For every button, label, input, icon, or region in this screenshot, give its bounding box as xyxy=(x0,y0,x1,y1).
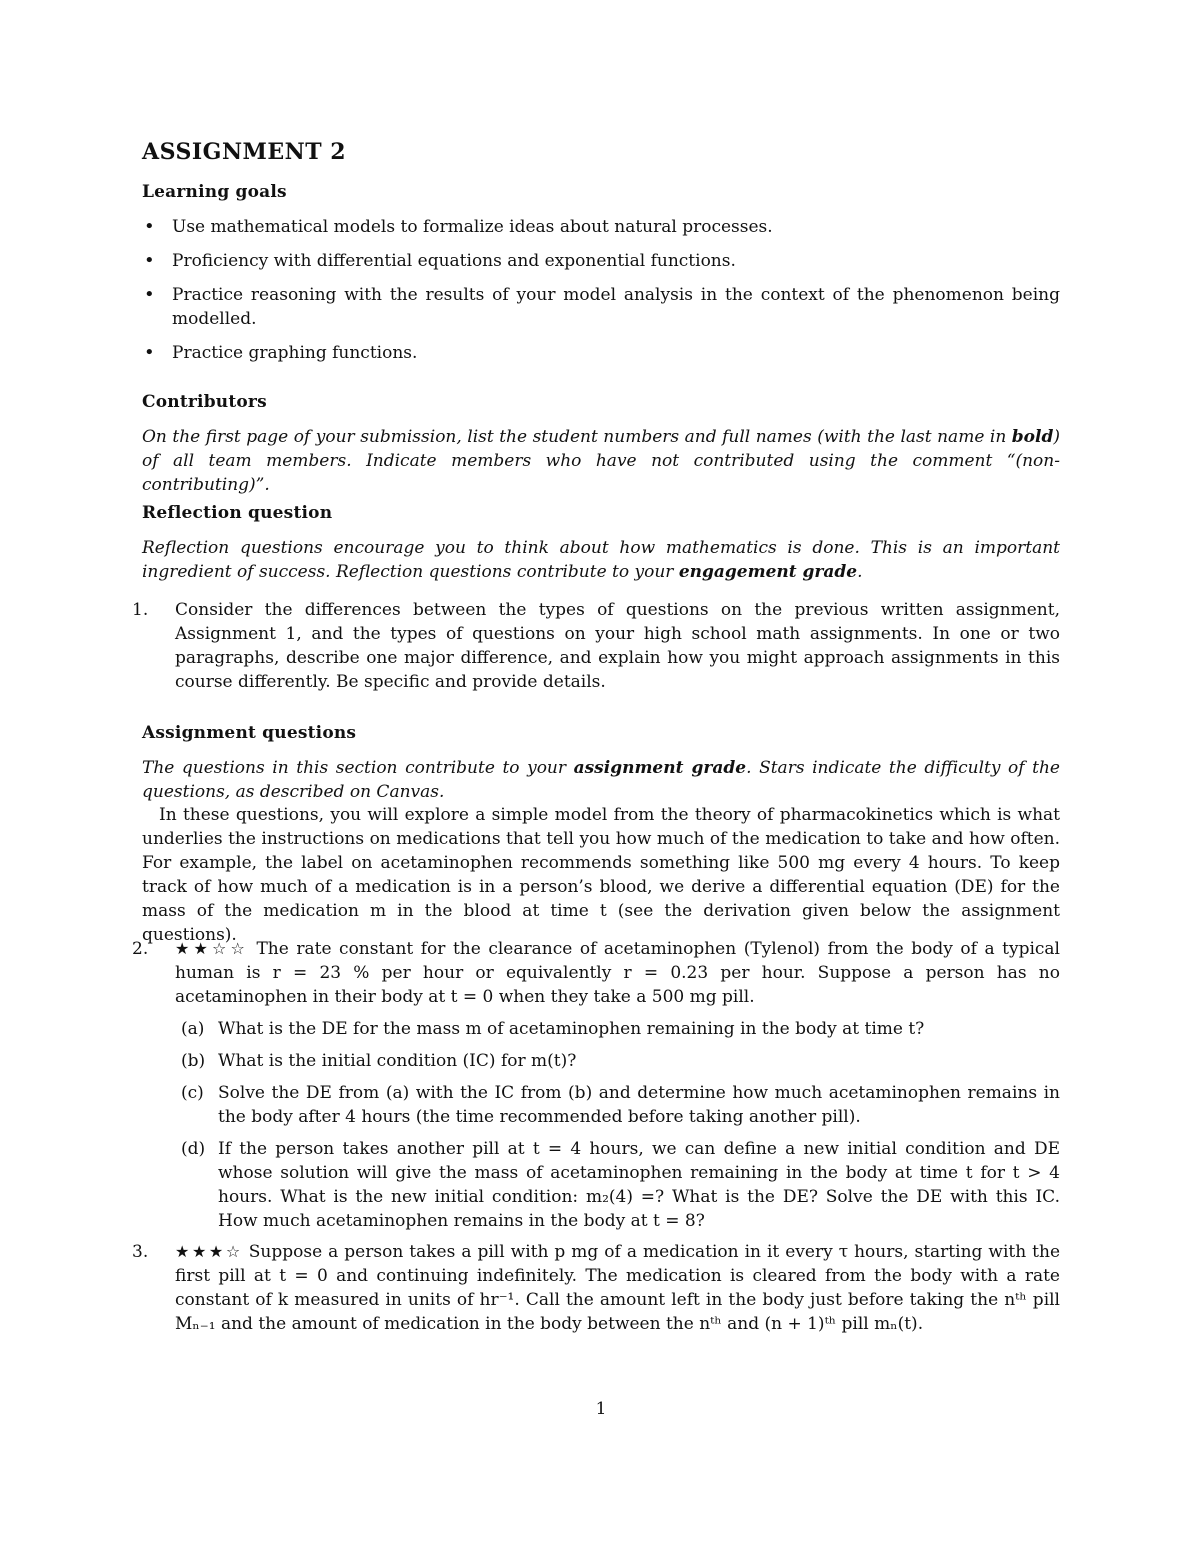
assignment-grade-text: assignment grade xyxy=(573,758,747,778)
bold-word: bold xyxy=(1011,427,1054,447)
question-number: 3. xyxy=(132,1242,149,1262)
question-2: 2. ★★☆☆ The rate constant for the clearance of acetaminophen (Tylenol) from the body of a typical human is r = 23 % per hour or equivalently r = 0.23 per hour. Suppose a person has no acetaminophen in their body at t = 0 when they take a 500 mg pill. (a) What is the DE for the mass m of acetaminophen remaining in the body at time t? (b) What is the initial condition (IC) for m(t)? (c) Solve the DE from (a) with the IC from (b) and determine how much acetaminophen remains in the body after 4 hours (the time recommended before taking another pill). (d) If the person takes another pill at t = 4 hours, we can define a new initial condition and DE whose solution will give the mass of acetaminophen remaining in the body at time t for t > 4 hours. What is the new initial condition: m₂(4) =? What is the DE? Solve the DE with this IC. How much acetaminophen remains in the body at t = 8? xyxy=(132,939,1060,1231)
contributors-heading: Contributors xyxy=(142,392,267,412)
contributors-instructions: On the first page of your submission, list the student numbers and full names (with the last name in bold) of all team members. Indicate members who have not contributed using the comment “(non-contributing)”. xyxy=(142,427,1060,495)
question-3: 3. ★★★☆ Suppose a person takes a pill with p mg of a medication in it every τ hours, starting with the first pill at t = 0 and continuing indefinitely. The medication is cleared from the body with a rate constant of k measured in units of hr⁻¹. Call the amount left in the body just before taking the nᵗʰ pill Mₙ₋₁ and the amount of medication in the body between the nᵗʰ and (n + 1)ᵗʰ pill mₙ(t). xyxy=(132,1242,1061,1334)
assignment-intro: The questions in this section contribute to your assignment grade. Stars indicate the difficulty of the questions, as described on Canvas. xyxy=(142,758,1060,802)
question-2-parts xyxy=(175,1017,1060,1233)
list-item: • Practice graphing functions. xyxy=(142,341,1060,365)
reflection-intro: Reflection questions encourage you to think about how mathematics is done. This is an important ingredient of success. Reflection questions contribute to your engagement grade. xyxy=(142,538,1060,582)
pharmacokinetics-paragraph: In these questions, you will explore a simple model from the theory of pharmacokinetics which is what underlies the instructions on medications that tell you how much of the medication to take and how often. For example, the label on acetaminophen recommends something like 500 mg every 4 hours. To keep track of how much of a medication is in a person’s blood, we derive a differential equation (DE) for the mass of the medication m in the blood at time t (see the derivation given below the assignment questions). xyxy=(142,805,1060,945)
list-item: (c) Solve the DE from (a) with the IC from (b) and determine how much acetaminophen remains in the body after 4 hours (the time recommended before taking another pill). xyxy=(181,1083,1060,1127)
difficulty-stars: ★★★☆ xyxy=(175,1242,243,1261)
page-number: 1 xyxy=(595,1399,607,1419)
reflection-heading: Reflection question xyxy=(142,503,333,523)
reflection-question-1: 1. Consider the differences between the types of questions on the previous written assignment, Assignment 1, and the types of questions on your high school math assignments. In one or two paragraphs, describe one major difference, and explain how you might approach assignments in this course differently. Be specific and provide details. xyxy=(132,600,1060,692)
list-item: • Practice reasoning with the results of your model analysis in the context of the phenomenon being modelled. xyxy=(142,283,1060,331)
list-item: • Proficiency with differential equations and exponential functions. xyxy=(142,249,1060,273)
list-item: • Use mathematical models to formalize ideas about natural processes. xyxy=(142,215,1060,239)
difficulty-stars: ★★☆☆ xyxy=(175,939,249,958)
learning-goals-heading: Learning goals xyxy=(142,182,287,202)
assignment-heading: Assignment questions xyxy=(142,723,357,743)
list-item: (d) If the person takes another pill at t = 4 hours, we can define a new initial condition and DE whose solution will give the mass of acetaminophen remaining in the body at time t for t > 4 hours. What is the new initial condition: m₂(4) =? What is the DE? Solve the DE with this IC. How much acetaminophen remains in the body at t = 8? xyxy=(181,1139,1060,1231)
page-title: ASSIGNMENT 2 xyxy=(142,139,347,165)
question-number: 2. xyxy=(132,939,149,959)
engagement-grade-text: engagement grade xyxy=(678,562,858,582)
list-item: (a) What is the DE for the mass m of acetaminophen remaining in the body at time t? xyxy=(181,1019,925,1039)
list-item: (b) What is the initial condition (IC) for m(t)? xyxy=(181,1051,577,1071)
learning-goals-list xyxy=(142,215,1060,375)
question-number: 1. xyxy=(132,600,149,620)
